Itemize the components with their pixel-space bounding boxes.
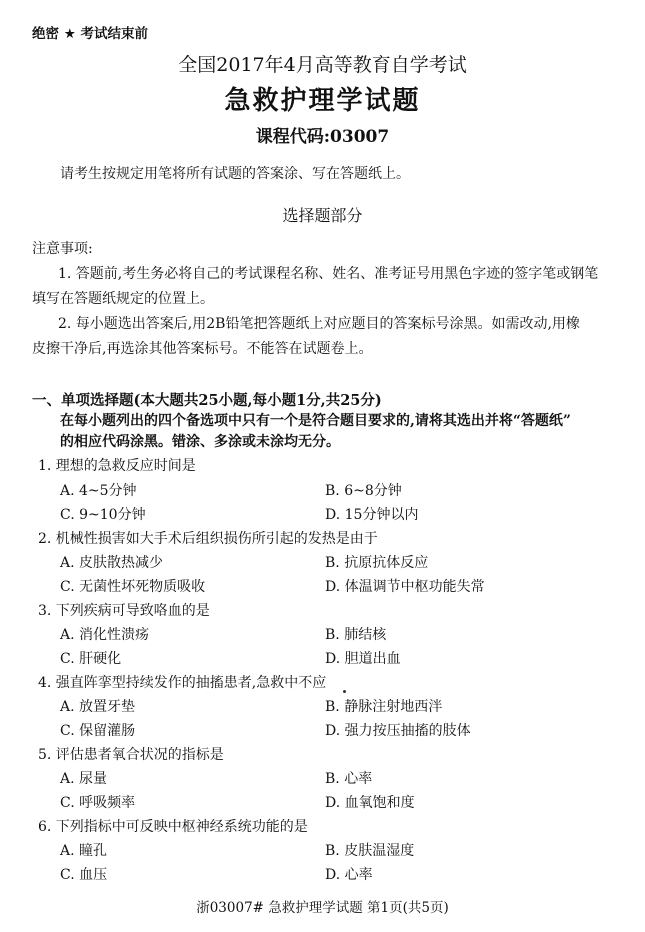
question-2-stem: 2. 机械性损害如大手术后组织损伤所引起的发热是由于 [38,531,378,547]
exam-title: 全国2017年4月高等教育自学考试 [178,54,467,76]
confidential-label: 绝密 ★ 考试结束前 [32,26,149,42]
emphasis-dot [343,690,346,693]
section-heading: 选择题部分 [282,206,363,225]
question-4-option-c: C. 保留灌肠 [60,723,136,739]
question-4-option-b: B. 静脉注射地西泮 [325,699,443,715]
note-1-line-2: 填写在答题纸规定的位置上。 [32,291,214,307]
question-5-option-c: C. 呼吸频率 [60,795,136,811]
question-4-option-d: D. 强力按压抽搐的肢体 [325,723,471,739]
question-1-option-d: D. 15分钟以内 [325,507,419,523]
subject-title: 急救护理学试题 [224,86,421,116]
course-code: 课程代码:03007 [255,127,390,147]
question-5-stem: 5. 评估患者氧合状况的指标是 [38,747,224,763]
question-3-option-a: A. 消化性溃疡 [60,627,150,643]
question-6-stem: 6. 下列指标中可反映中枢神经系统功能的是 [38,819,308,835]
question-1-option-a: A. 4~5分钟 [60,483,137,499]
note-1-line-1: 1. 答题前,考生务必将自己的考试课程名称、姓名、准考证号用黑色字迹的签字笔或钢笔 [58,266,599,282]
question-6-option-d: D. 心率 [325,867,373,883]
question-4-option-a: A. 放置牙垫 [60,699,136,715]
part-1-heading: 一、单项选择题(本大题共25小题,每小题1分,共25分) [32,392,382,409]
question-1-option-c: C. 9~10分钟 [60,507,146,523]
notes-label: 注意事项: [32,241,93,257]
question-3-option-b: B. 肺结核 [325,627,387,643]
part-1-desc-line-2: 的相应代码涂黑。错涂、多涂或未涂均无分。 [60,434,340,450]
question-6-option-c: C. 血压 [60,867,108,883]
question-2-option-c: C. 无菌性坏死物质吸收 [60,579,206,595]
note-2-line-2: 皮擦干净后,再选涂其他答案标号。不能答在试题卷上。 [32,341,373,357]
question-2-option-b: B. 抗原抗体反应 [325,555,429,571]
question-1-stem: 1. 理想的急救反应时间是 [38,458,196,474]
part-1-desc-line-1: 在每小题列出的四个备选项中只有一个是符合题目要求的,请将其选出并将“答题纸” [60,413,571,429]
question-3-option-d: D. 胆道出血 [325,651,401,667]
question-4-stem: 4. 强直阵挛型持续发作的抽搐患者,急救中不应 [38,675,327,691]
question-6-option-a: A. 瞳孔 [60,843,108,859]
question-1-option-b: B. 6~8分钟 [325,483,402,499]
answer-instruction: 请考生按规定用笔将所有试题的答案涂、写在答题纸上。 [60,166,410,182]
question-5-option-a: A. 尿量 [60,771,108,787]
question-2-option-a: A. 皮肤散热减少 [60,555,164,571]
question-2-option-d: D. 体温调节中枢功能失常 [325,579,485,595]
page-footer: 浙03007# 急救护理学试题 第1页(共5页) [196,900,449,916]
question-6-option-b: B. 皮肤温湿度 [325,843,415,859]
question-3-option-c: C. 肝硬化 [60,651,122,667]
question-5-option-d: D. 血氧饱和度 [325,795,415,811]
question-5-option-b: B. 心率 [325,771,373,787]
question-3-stem: 3. 下列疾病可导致咯血的是 [38,603,210,619]
note-2-line-1: 2. 每小题选出答案后,用2B铅笔把答题纸上对应题目的答案标号涂黑。如需改动,用橡 [58,316,580,332]
